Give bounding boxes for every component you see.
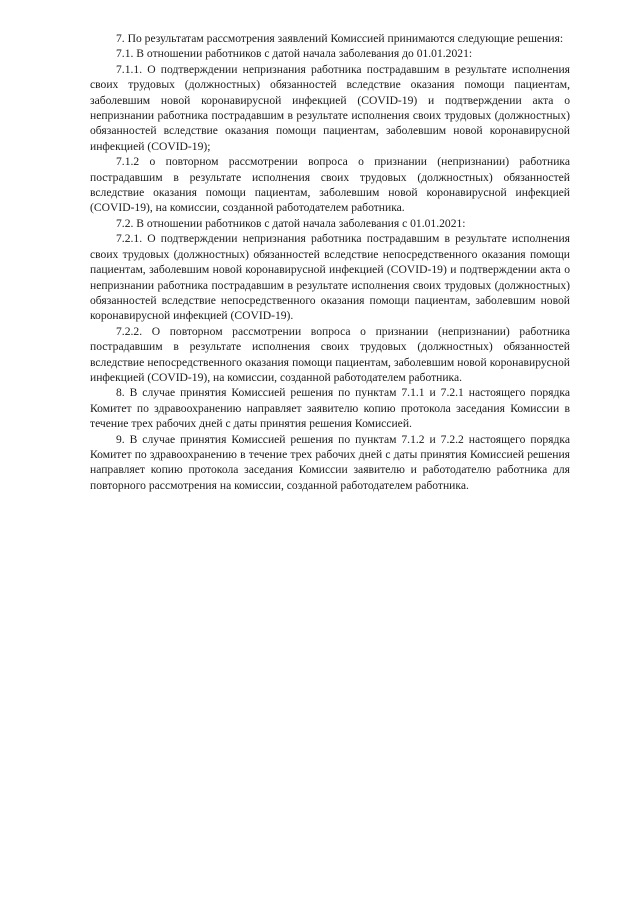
paragraph-7-2-1: 7.2.1. О подтверждении непризнания работника пострадавшим в результате исполнения своих трудовых (должностных) обязанностей вследствие непосредственного оказания помощи пациентам, заболевшим новой коронавирусной инфекцией (COVID-19) и подтверждении акта о непризнании работника пострадавшим в результате исполнения своих трудовых (должностных) обязанностей вследствие непосредственного оказания помощи пациентам, заболевшим новой коронавирусной инфекцией (COVID-19).	[90, 232, 570, 323]
paragraph-9: 9. В случае принятия Комиссией решения по пунктам 7.1.2 и 7.2.2 настоящего порядка Комитет по здравоохранению в течение трех рабочих дней с даты принятия Комиссией решения направляет копию протокола заседания Комиссии заявителю и работодателю работника для повторного рассмотрения на комиссии, созданной работодателем работника.	[90, 432, 570, 492]
paragraph-8: 8. В случае принятия Комиссией решения по пунктам 7.1.1 и 7.2.1 настоящего порядка Комитет по здравоохранению направляет заявителю копию протокола заседания Комиссии в течение трех рабочих дней с даты принятия решения Комиссией.	[90, 386, 570, 431]
paragraph-7-2: 7.2. В отношении работников с датой начала заболевания с 01.01.2021:	[116, 216, 466, 230]
paragraph-7-1-1: 7.1.1. О подтверждении непризнания работника пострадавшим в результате исполнения своих трудовых (должностных) обязанностей вследствие оказания помощи пациентам, заболевшим новой коронавирусной инфекцией (COVID-19) и подтверждении акта о непризнании работника пострадавшим в результате исполнения своих трудовых (должностных) обязанностей вследствие оказания помощи пациентам, заболевшим новой коронавирусной инфекцией (COVID-19);	[90, 62, 570, 153]
paragraph-7: 7. По результатам рассмотрения заявлений Комиссией принимаются следующие решения:	[116, 32, 564, 45]
document-page	[90, 31, 570, 493]
paragraph-7-1: 7.1. В отношении работников с датой начала заболевания до 01.01.2021:	[116, 47, 473, 61]
paragraph-7-1-2: 7.1.2 о повторном рассмотрении вопроса о признании (непризнании) работника пострадавшим в результате исполнения своих трудовых (должностных) обязанностей вследствие оказания помощи пациентам, заболевшим новой коронавирусной инфекцией (COVID-19), на комиссии, созданной работодателем работника.	[90, 155, 570, 215]
paragraph-7-2-2: 7.2.2. О повторном рассмотрении вопроса о признании (непризнании) работника пострадавшим в результате исполнения своих трудовых (должностных) обязанностей вследствие непосредственного оказания помощи пациентам, заболевшим новой коронавирусной инфекцией (COVID-19), на комиссии, созданной работодателем работника.	[90, 324, 570, 384]
